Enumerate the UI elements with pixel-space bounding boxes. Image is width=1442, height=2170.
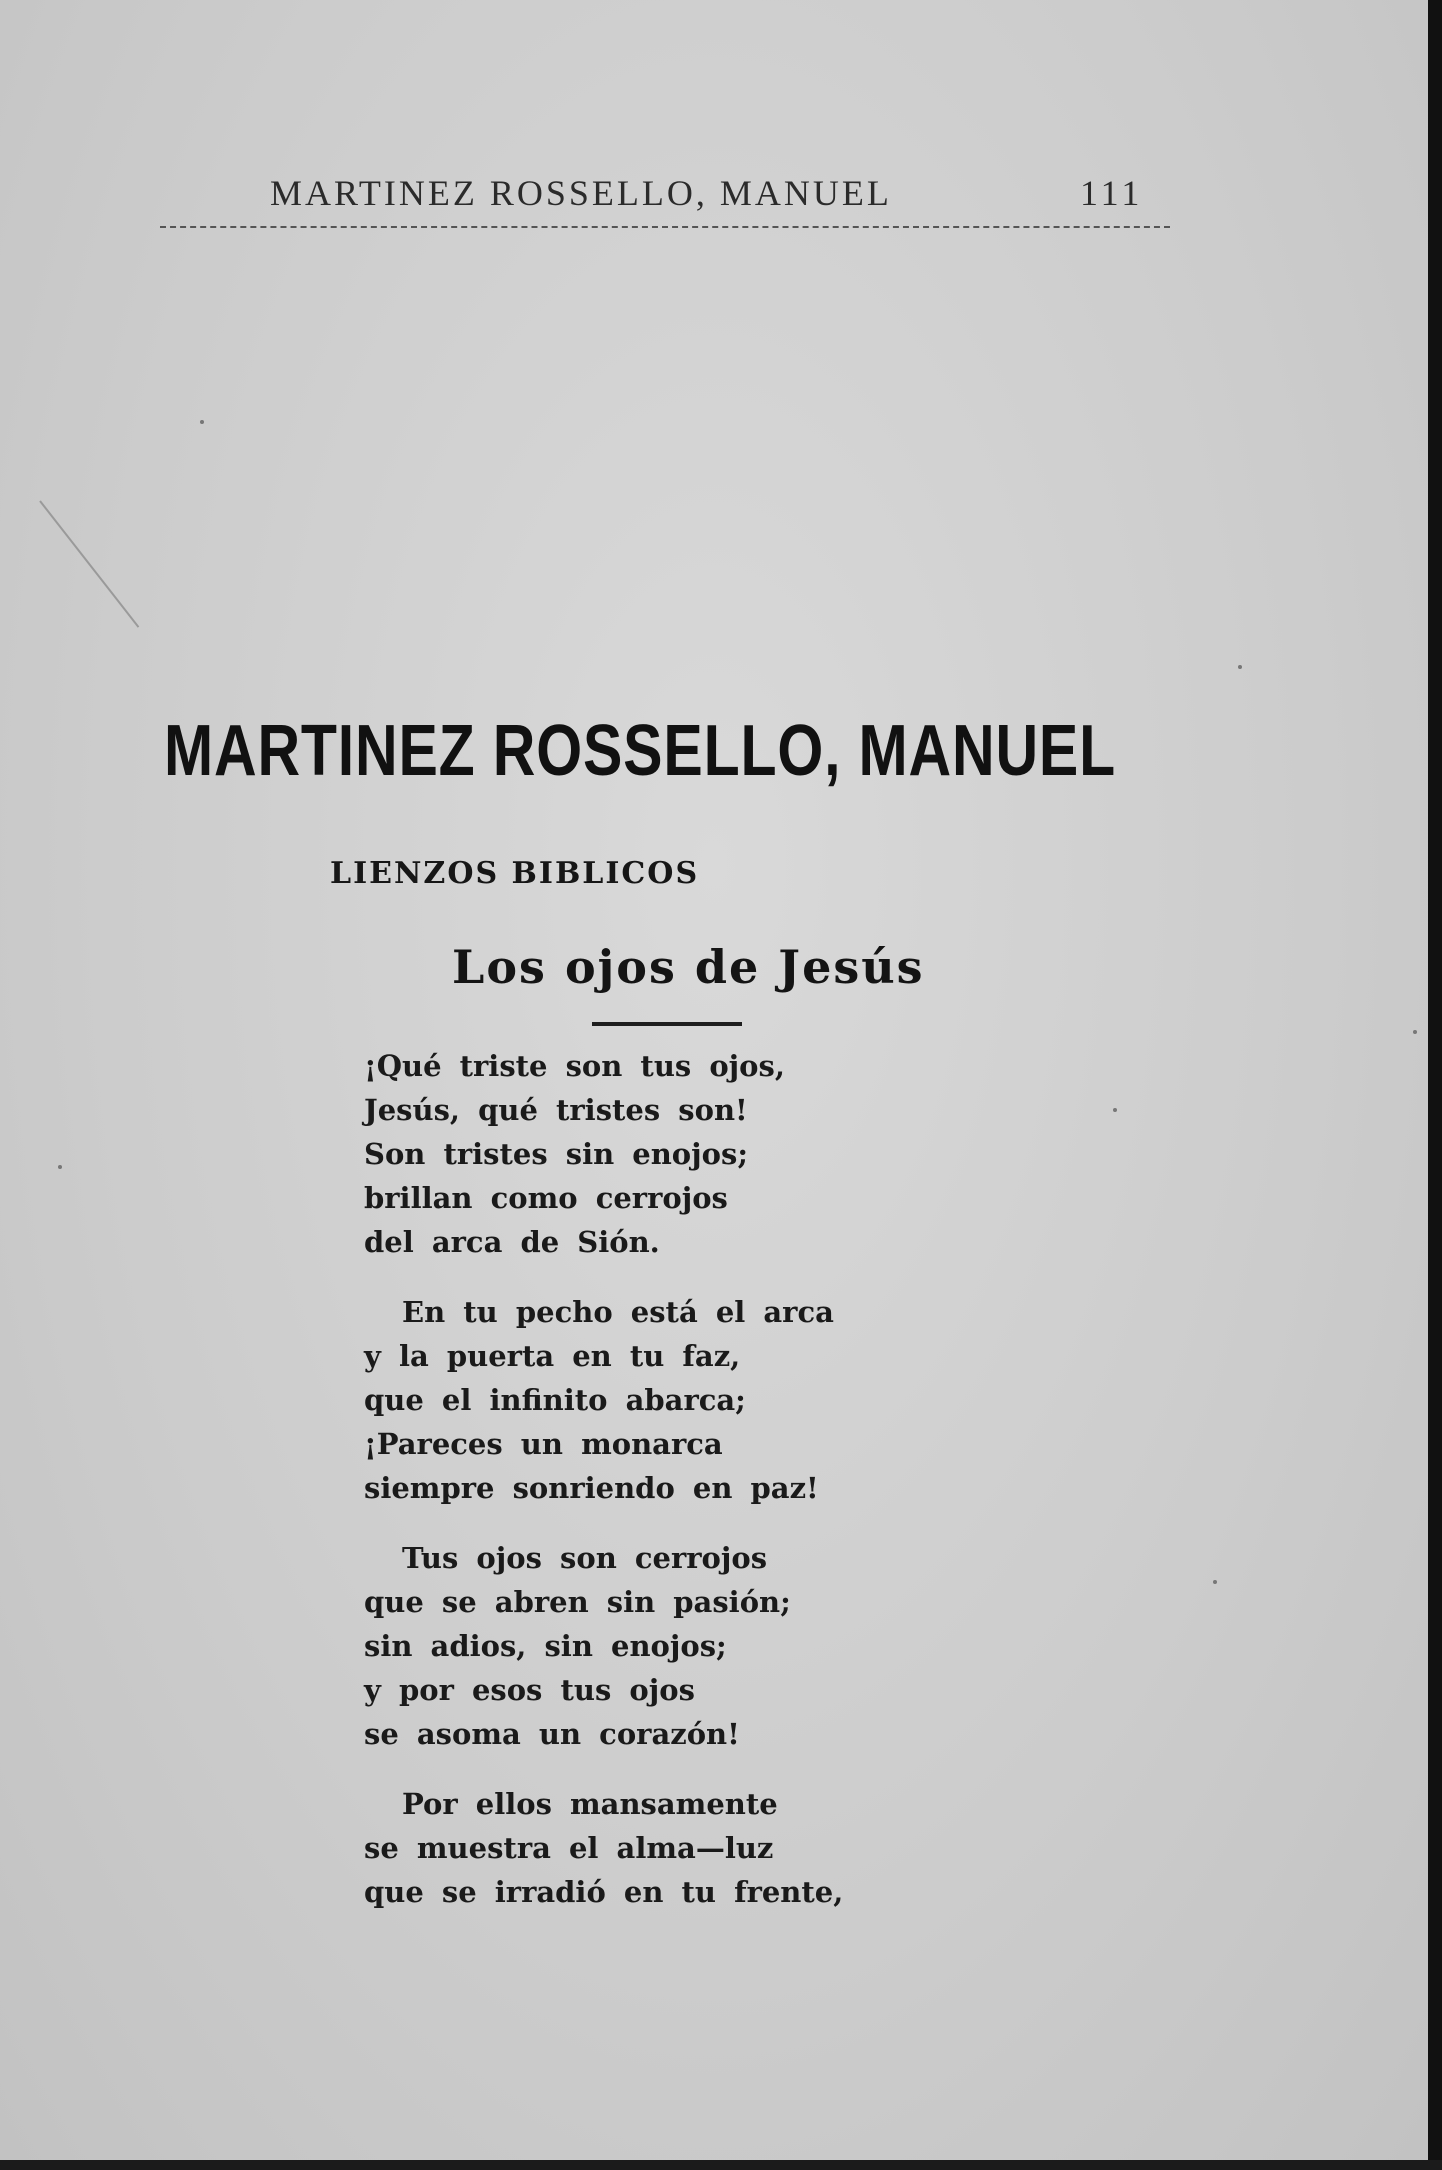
paper-speck	[200, 420, 204, 424]
poem-line: siempre sonriendo en paz!	[364, 1471, 819, 1505]
section-title: LIENZOS BIBLICOS	[330, 856, 700, 891]
poem-line: ¡Qué triste son tus ojos,	[364, 1049, 785, 1083]
stanza	[364, 1782, 1264, 1914]
poem-line: Por ellos mansamente	[402, 1787, 778, 1821]
paper-crease	[39, 500, 139, 627]
paper-speck	[1413, 1030, 1417, 1034]
poem-line: Tus ojos son cerrojos	[402, 1541, 768, 1575]
running-header	[160, 172, 1170, 220]
title-rule	[592, 1022, 742, 1026]
page-number: 111	[1080, 173, 1144, 213]
poem-line: se asoma un corazón!	[364, 1717, 740, 1751]
poem-line: Son tristes sin enojos;	[364, 1137, 749, 1171]
header-rule	[160, 226, 1170, 228]
author-heading: MARTINEZ ROSSELLO, MANUEL	[164, 711, 1116, 791]
poem-line: que se abren sin pasión;	[364, 1585, 791, 1619]
poem-line: y la puerta en tu faz,	[364, 1339, 741, 1373]
poem-body	[364, 1044, 1264, 1940]
poem-line: sin adios, sin enojos;	[364, 1629, 727, 1663]
poem-line: ¡Pareces un monarca	[364, 1427, 723, 1461]
poem-line: brillan como cerrojos	[364, 1181, 728, 1215]
poem-line: Jesús, qué tristes son!	[364, 1093, 748, 1127]
poem-title: Los ojos de Jesús	[452, 940, 925, 994]
paper-speck	[58, 1165, 62, 1169]
poem-line: del arca de Sión.	[364, 1225, 660, 1259]
stanza	[364, 1044, 1264, 1264]
paper-speck	[1113, 1108, 1117, 1112]
paper-speck	[1213, 1580, 1217, 1584]
scan-edge-bottom	[0, 2160, 1442, 2170]
running-header-title: MARTINEZ ROSSELLO, MANUEL	[270, 173, 892, 213]
poem-line: y por esos tus ojos	[364, 1673, 695, 1707]
poem-line: que el infinito abarca;	[364, 1383, 746, 1417]
paper-speck	[1238, 665, 1242, 669]
stanza	[364, 1290, 1264, 1510]
poem-line: que se irradió en tu frente,	[364, 1875, 844, 1909]
poem-line: En tu pecho está el arca	[402, 1295, 834, 1329]
poem-line: se muestra el alma—luz	[364, 1831, 774, 1865]
scan-edge-right	[1428, 0, 1442, 2170]
stanza	[364, 1536, 1264, 1756]
